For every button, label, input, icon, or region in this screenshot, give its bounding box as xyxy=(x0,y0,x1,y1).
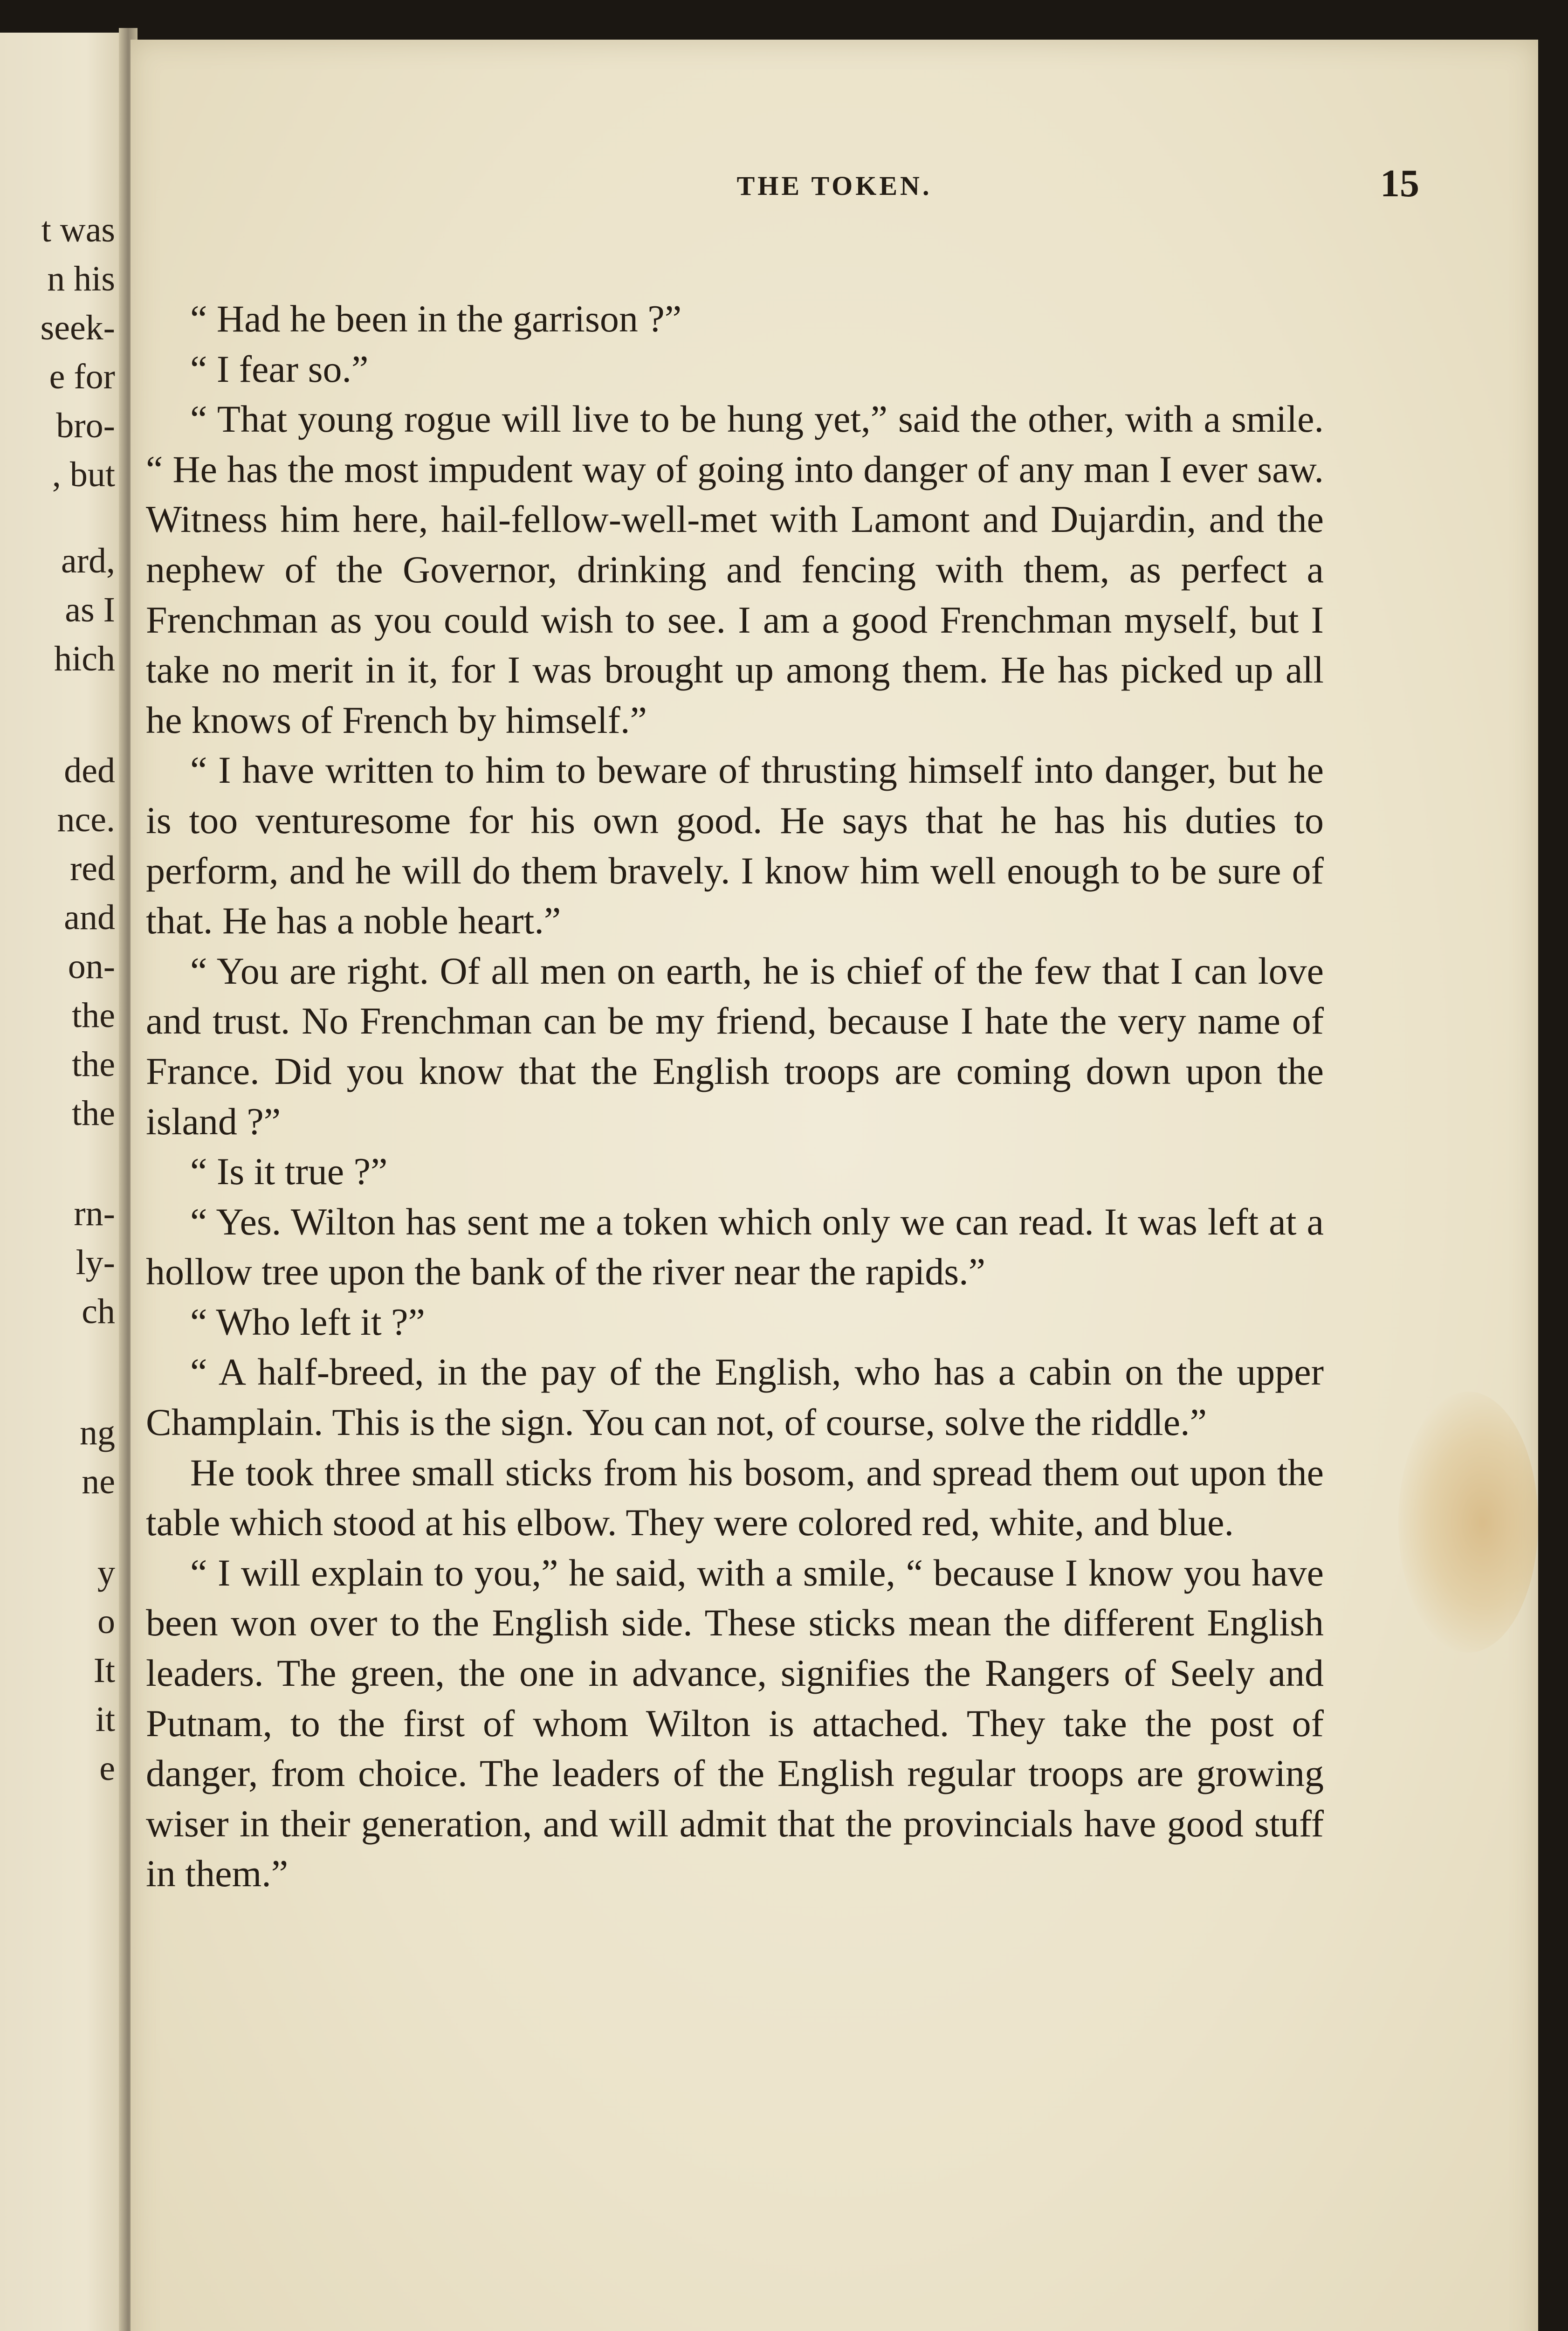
left-page-text-fragment: red xyxy=(69,849,115,888)
left-page-text-fragment: t was xyxy=(41,210,115,249)
page-number: 15 xyxy=(1380,162,1419,205)
left-page-text-fragment: y xyxy=(97,1553,115,1592)
left-page-text-fragment: and xyxy=(64,898,115,937)
paragraph: “ I have written to him to beware of thrusting himself into danger, but he is too venturesome for his own good. He says that he has his duties to perform, and he will do them bravely. I know him well enough to be sure of that. He has a noble heart.” xyxy=(146,749,1324,942)
left-page-text-fragment: the xyxy=(72,1094,115,1133)
left-page-text-fragment: , but xyxy=(52,455,115,494)
paragraph: “ You are right. Of all men on earth, he is chief of the few that I can love and trust. No Frenchman can be my friend, because I hate the very name of France. Did you know that the English troops are coming down upon the island ?” xyxy=(146,949,1324,1143)
running-head xyxy=(131,162,1538,217)
left-page-text-fragment: ne xyxy=(82,1462,115,1501)
paragraph: “ Yes. Wilton has sent me a token which only we can read. It was left at a hollow tree upon the bank of the river near the rapids.” xyxy=(146,1200,1324,1293)
left-page-text-fragment: ng xyxy=(80,1413,115,1452)
body-text xyxy=(146,294,1324,1899)
left-page-fragment xyxy=(0,33,124,2331)
left-page-text-fragment: ch xyxy=(82,1292,115,1331)
paragraph: “ That young rogue will live to be hung yet,” said the other, with a smile. “ He has the most impudent way of going into danger of any man I ever saw. Witness him here, hail-fellow-well-met with Lamont and Dujardin, and the nephew of the Governor, drinking and fencing with them, as perfect a Frenchman as you could wish to see. I am a good Frenchman myself, but I take no merit in it, for I was brought up among them. He has picked up all he knows of French by himself.” xyxy=(146,398,1324,741)
paragraph: “ I fear so.” xyxy=(190,347,369,390)
left-page-text-fragment: ded xyxy=(64,751,115,790)
left-page-text-fragment: ard, xyxy=(61,541,115,580)
left-page-text-fragment: rn- xyxy=(74,1194,115,1233)
left-page-text-fragment: as I xyxy=(65,590,115,629)
book-page xyxy=(131,40,1538,2331)
left-page-text-fragment: It xyxy=(93,1651,115,1690)
left-page-text-fragment: e xyxy=(99,1749,115,1788)
left-page-text-fragment: the xyxy=(72,1045,115,1084)
left-page-text-fragment: it xyxy=(95,1700,115,1739)
left-page-text-fragment: seek- xyxy=(40,308,115,347)
paragraph: “ Who left it ?” xyxy=(190,1300,425,1343)
paragraph: “ Had he been in the garrison ?” xyxy=(190,297,682,340)
book-title: THE TOKEN. xyxy=(736,171,932,201)
paragraph: He took three small sticks from his bosom, and spread them out upon the table which stood at his elbow. They were colored red, white, and blue. xyxy=(146,1451,1324,1544)
left-page-text-fragment: the xyxy=(72,996,115,1035)
left-page-text-fragment: bro- xyxy=(56,406,115,445)
left-page-text-fragment: o xyxy=(97,1602,115,1641)
left-page-text-fragment: nce. xyxy=(57,800,115,839)
left-page-text-fragment: ly- xyxy=(76,1243,115,1282)
paragraph: “ Is it true ?” xyxy=(190,1150,388,1193)
paragraph: “ A half-breed, in the pay of the English, who has a cabin on the upper Champlain. This is the sign. You can not, of course, solve the riddle.” xyxy=(146,1351,1324,1444)
paragraph: “ I will explain to you,” he said, with a smile, “ because I know you have been won over to the English side. These sticks mean the different English leaders. The green, the one in advance, signifies the Rangers of Seely and Putnam, to the first of whom Wilton is attached. They take the post of danger, from choice. The leaders of the English regular troops are growing wiser in their generation, and will admit that the provincials have good stuff in them.” xyxy=(146,1551,1324,1895)
left-page-text-fragment: hich xyxy=(54,639,115,678)
water-stain xyxy=(1398,1392,1538,1653)
left-page-text-fragment: n his xyxy=(47,259,115,298)
left-page-text-fragment: e for xyxy=(49,357,115,396)
left-page-text-fragment: on- xyxy=(68,947,115,986)
